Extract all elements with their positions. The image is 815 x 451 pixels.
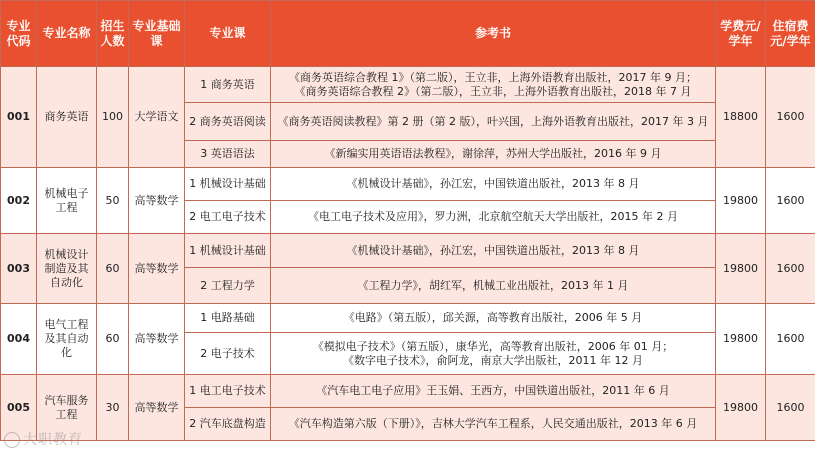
- reference-books: [271, 103, 716, 141]
- header-ref: 参考书: [271, 1, 716, 67]
- header-course: 专业课: [185, 1, 271, 67]
- reference-books: [271, 268, 716, 304]
- tuition-fee: 19800: [716, 375, 766, 441]
- table-row: [1, 234, 815, 268]
- major-name: 电气工程及其自动化: [37, 304, 97, 375]
- major-quota: 60: [97, 234, 129, 304]
- major-code: 003: [1, 234, 37, 304]
- dorm-fee: 1600: [766, 168, 815, 234]
- major-course: 1 机械设计基础: [185, 168, 271, 201]
- reference-books: [271, 168, 716, 201]
- dorm-fee: 1600: [766, 375, 815, 441]
- major-course: 1 电工电子技术: [185, 375, 271, 408]
- reference-books: [271, 333, 716, 375]
- dorm-fee: 1600: [766, 234, 815, 304]
- table-body: [1, 67, 815, 441]
- reference-line: 《商务英语综合教程 1》（第二版），王立非，上海外语教育出版社，2017 年 9 月；: [289, 70, 697, 84]
- major-name: 机械设计制造及其自动化: [37, 234, 97, 304]
- reference-books: [271, 67, 716, 103]
- header-row: [1, 1, 815, 67]
- reference-books: [271, 375, 716, 408]
- major-course: 2 商务英语阅读: [185, 103, 271, 141]
- reference-line: 《商务英语阅读教程》第 2 册（第 2 版），叶兴国，上海外语教育出版社，2017 年 3 月: [277, 114, 709, 128]
- major-course: 1 电路基础: [185, 304, 271, 333]
- watermark-logo-icon: [4, 432, 20, 448]
- reference-line: 《电路》（第五版），邱关源，高等教育出版社，2006 年 5 月: [343, 311, 643, 324]
- major-course: 2 工程力学: [185, 268, 271, 304]
- major-quota: 100: [97, 67, 129, 168]
- reference-line: 《工程力学》，胡红军，机械工业出版社，2013 年 1 月: [357, 278, 629, 292]
- tuition-fee: 19800: [716, 168, 766, 234]
- header-code: 专业代码: [1, 1, 37, 67]
- reference-line: 《商务英语综合教程 2》（第二版），王立非，上海外语教育出版社，2018 年 7 月: [294, 84, 692, 98]
- major-course: 2 汽车底盘构造: [185, 408, 271, 441]
- header-name: 专业名称: [37, 1, 97, 67]
- major-code: 001: [1, 67, 37, 168]
- reference-line: 《机械设计基础》，孙江宏，中国铁道出版社，2013 年 8 月: [346, 243, 640, 257]
- dorm-fee: 1600: [766, 67, 815, 168]
- watermark-text: 大职教育: [23, 432, 83, 448]
- header-basic: 专业基础课: [129, 1, 185, 67]
- table-row: [1, 168, 815, 201]
- major-course: 1 商务英语: [185, 67, 271, 103]
- major-course: 2 电子技术: [185, 333, 271, 375]
- major-quota: 30: [97, 375, 129, 441]
- major-course: 1 机械设计基础: [185, 234, 271, 268]
- table-row: [1, 375, 815, 408]
- reference-books: [271, 234, 716, 268]
- reference-line: 《汽车电工电子应用》王玉娟、王西方，中国铁道出版社，2011 年 6 月: [316, 384, 670, 397]
- major-name: 商务英语: [37, 67, 97, 168]
- major-name: 汽车服务工程: [37, 375, 97, 441]
- table-row: [1, 304, 815, 333]
- major-basic-course: 大学语文: [129, 67, 185, 168]
- reference-books: [271, 408, 716, 441]
- header-dorm: 住宿费元/学年: [766, 1, 815, 67]
- reference-books: [271, 201, 716, 234]
- reference-books: [271, 304, 716, 333]
- major-quota: 60: [97, 304, 129, 375]
- major-code: 005: [1, 375, 37, 441]
- major-code: 004: [1, 304, 37, 375]
- reference-line: 《机械设计基础》，孙江宏，中国铁道出版社，2013 年 8 月: [346, 177, 640, 190]
- major-course: 2 电工电子技术: [185, 201, 271, 234]
- major-quota: 50: [97, 168, 129, 234]
- major-code: 002: [1, 168, 37, 234]
- major-name: 机械电子工程: [37, 168, 97, 234]
- tuition-fee: 18800: [716, 67, 766, 168]
- reference-line: 《数字电子技术》，俞阿龙，南京大学出版社，2011 年 12 月: [343, 353, 643, 367]
- tuition-fee: 19800: [716, 304, 766, 375]
- dorm-fee: 1600: [766, 304, 815, 375]
- header-quota: 招生人数: [97, 1, 129, 67]
- reference-line: 《新编实用英语语法教程》，谢徐萍，苏州大学出版社，2016 年 9 月: [324, 147, 662, 160]
- major-basic-course: 高等数学: [129, 234, 185, 304]
- table-row: [1, 67, 815, 103]
- watermark: [4, 429, 83, 449]
- major-course: 3 英语语法: [185, 141, 271, 168]
- major-basic-course: 高等数学: [129, 304, 185, 375]
- reference-books: [271, 141, 716, 168]
- header-tuition: 学费元/学年: [716, 1, 766, 67]
- reference-line: 《汽车构造第六版（下册）》，吉林大学汽车工程系，人民交通出版社，2013 年 6 月: [288, 417, 698, 430]
- tuition-fee: 19800: [716, 234, 766, 304]
- reference-line: 《电工电子技术及应用》，罗力洲，北京航空航天大学出版社，2015 年 2 月: [308, 210, 678, 223]
- major-basic-course: 高等数学: [129, 375, 185, 441]
- major-basic-course: 高等数学: [129, 168, 185, 234]
- reference-line: 《模拟电子技术》（第五版），康华光，高等教育出版社，2006 年 01 月；: [312, 339, 674, 353]
